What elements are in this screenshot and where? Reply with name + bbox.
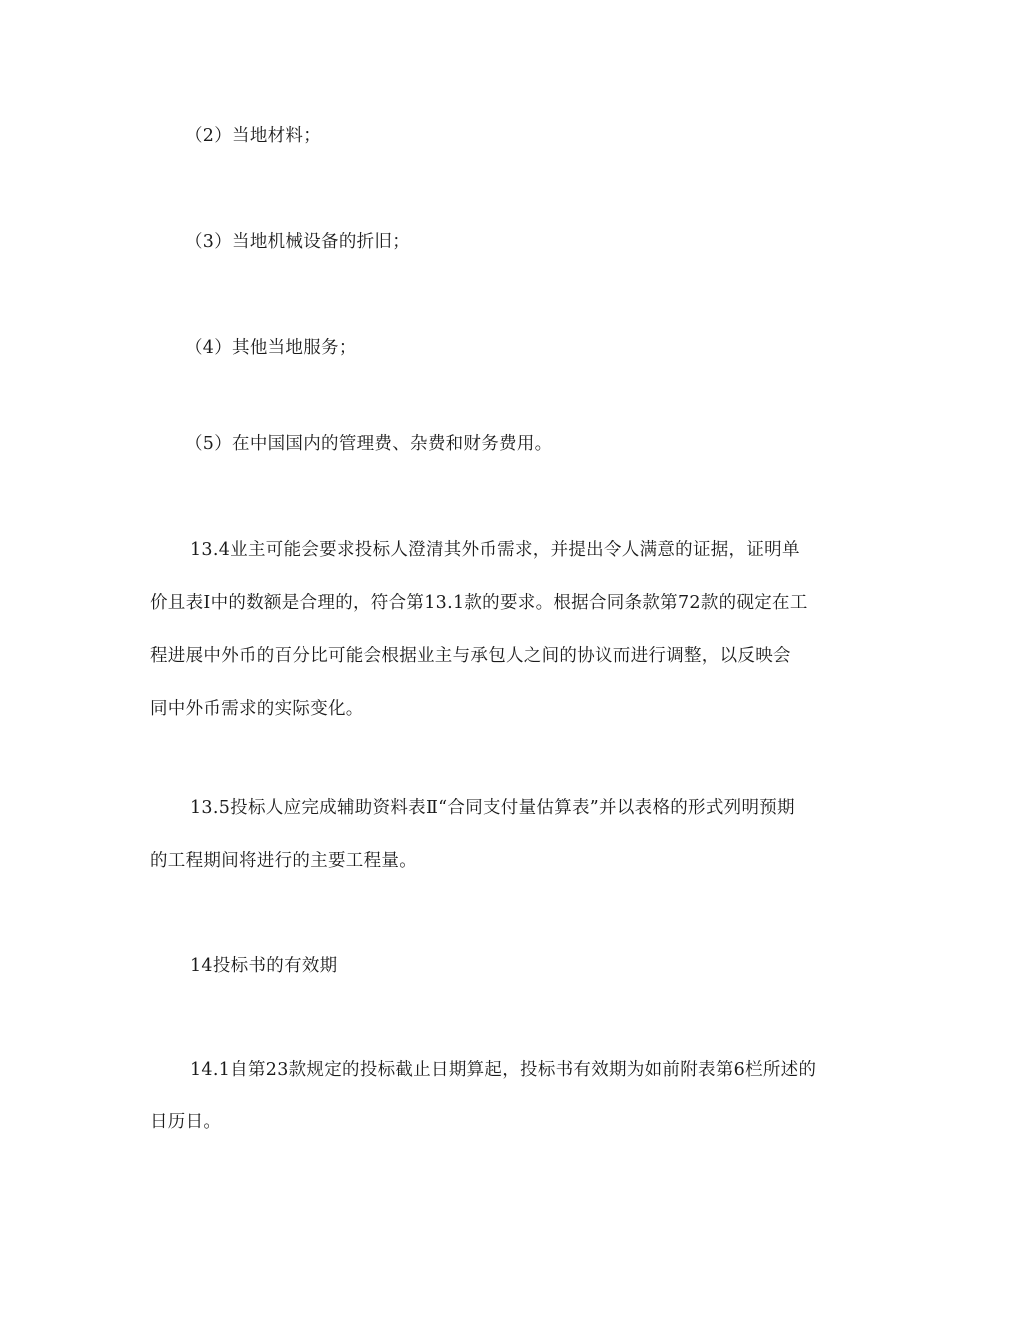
- list-item-4: （4）其他当地服务；: [185, 338, 357, 358]
- clause-13-4-line: 程进展中外币的百分比可能会根据业主与承包人之间的协议而进行调整，以反映会: [150, 646, 791, 666]
- list-item-3: （3）当地机械设备的折旧；: [185, 232, 411, 252]
- clause-13-4-line: 价且表I中的数额是合理的，符合第13.1款的要求。根据合同条款第72款的砚定在工: [150, 593, 808, 613]
- section-heading-14: 14投标书的有效期: [190, 956, 338, 976]
- clause-13-4-line: 同中外币需求的实际变化。: [150, 699, 364, 719]
- list-item-2: （2）当地材料；: [185, 126, 322, 146]
- clause-14-1-line: 14.1自第23款规定的投标截止日期算起，投标书有效期为如前附表第6栏所述的: [190, 1060, 817, 1080]
- clause-13-5-line: 的工程期间将进行的主要工程量。: [150, 851, 417, 871]
- clause-14-1-line: 日历日。: [150, 1112, 222, 1132]
- clause-13-4-line: 13.4业主可能会要求投标人澄清其外币需求，并提出令人满意的证据，证明单: [190, 540, 800, 560]
- clause-13-5-line: 13.5投标人应完成辅助资料表Ⅱ“合同支付量估算表”并以表格的形式列明预期: [190, 798, 795, 818]
- list-item-5: （5）在中国国内的管理费、杂费和财务费用。: [185, 434, 553, 454]
